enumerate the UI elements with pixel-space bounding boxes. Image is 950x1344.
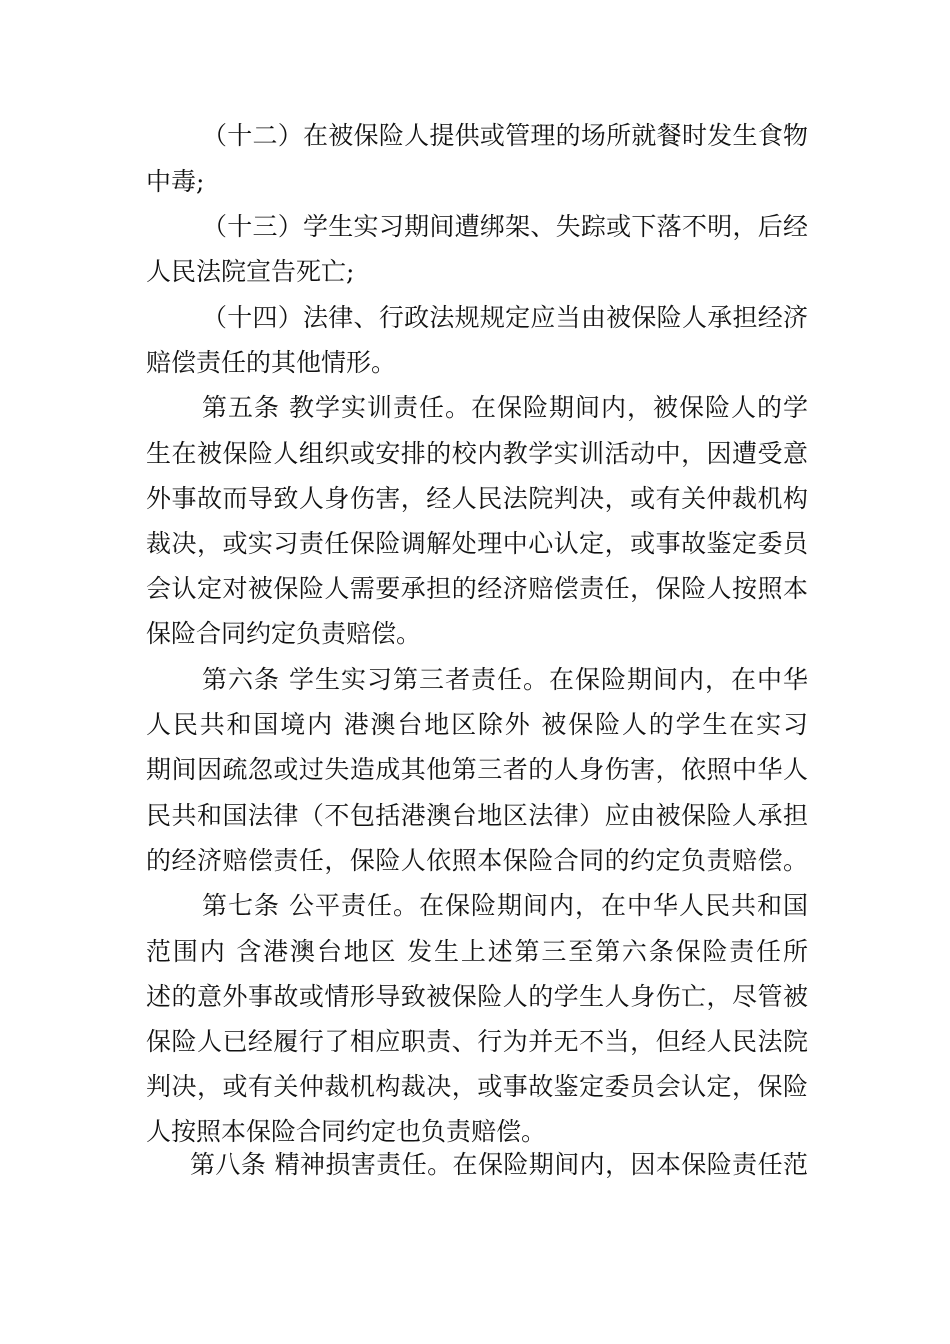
text-line: 第七条 公平责任。在保险期间内，在中华人民共和国 — [202, 891, 808, 920]
text-line: 人民共和国境内 港澳台地区除外 被保险人的学生在实习 — [146, 710, 808, 739]
text-line: 民共和国法律（不包括港澳台地区法律）应由被保险人承担 — [146, 801, 808, 830]
text-line: （十二）在被保险人提供或管理的场所就餐时发生食物 — [202, 121, 808, 150]
text-line: 判决，或有关仲裁机构裁决，或事故鉴定委员会认定，保险 — [146, 1072, 808, 1101]
text-line: 第六条 学生实习第三者责任。在保险期间内，在中华 — [202, 665, 808, 694]
text-line: 范围内 含港澳台地区 发生上述第三至第六条保险责任所 — [146, 937, 808, 966]
text-line: （十四）法律、行政法规规定应当由被保险人承担经济 — [202, 303, 808, 332]
text-line: 外事故而导致人身伤害，经人民法院判决，或有关仲裁机构 — [146, 484, 808, 513]
text-line: 赔偿责任的其他情形。 — [146, 348, 397, 377]
text-line: 第五条 教学实训责任。在保险期间内，被保险人的学 — [202, 393, 808, 422]
text-line: 期间因疏忽或过失造成其他第三者的人身伤害，依照中华人 — [146, 755, 808, 784]
text-line: 保险合同约定负责赔偿。 — [146, 619, 422, 648]
text-line: 保险人已经履行了相应职责、行为并无不当，但经人民法院 — [146, 1027, 808, 1056]
text-line: 人按照本保险合同约定也负责赔偿。 — [146, 1117, 547, 1146]
text-line: 中毒; — [146, 167, 205, 196]
text-line: 述的意外事故或情形导致被保险人的学生人身伤亡，尽管被 — [146, 982, 808, 1011]
text-line: 第八条 精神损害责任。在保险期间内，因本保险责任范 — [190, 1150, 808, 1179]
text-line: 会认定对被保险人需要承担的经济赔偿责任，保险人按照本 — [146, 574, 808, 603]
text-line: （十三）学生实习期间遭绑架、失踪或下落不明，后经 — [202, 212, 808, 241]
text-line: 生在被保险人组织或安排的校内教学实训活动中，因遭受意 — [146, 439, 808, 468]
text-line: 的经济赔偿责任，保险人依照本保险合同的约定负责赔偿。 — [146, 846, 808, 875]
text-line: 裁决，或实习责任保险调解处理中心认定，或事故鉴定委员 — [146, 529, 808, 558]
text-line: 人民法院宣告死亡; — [146, 257, 355, 286]
